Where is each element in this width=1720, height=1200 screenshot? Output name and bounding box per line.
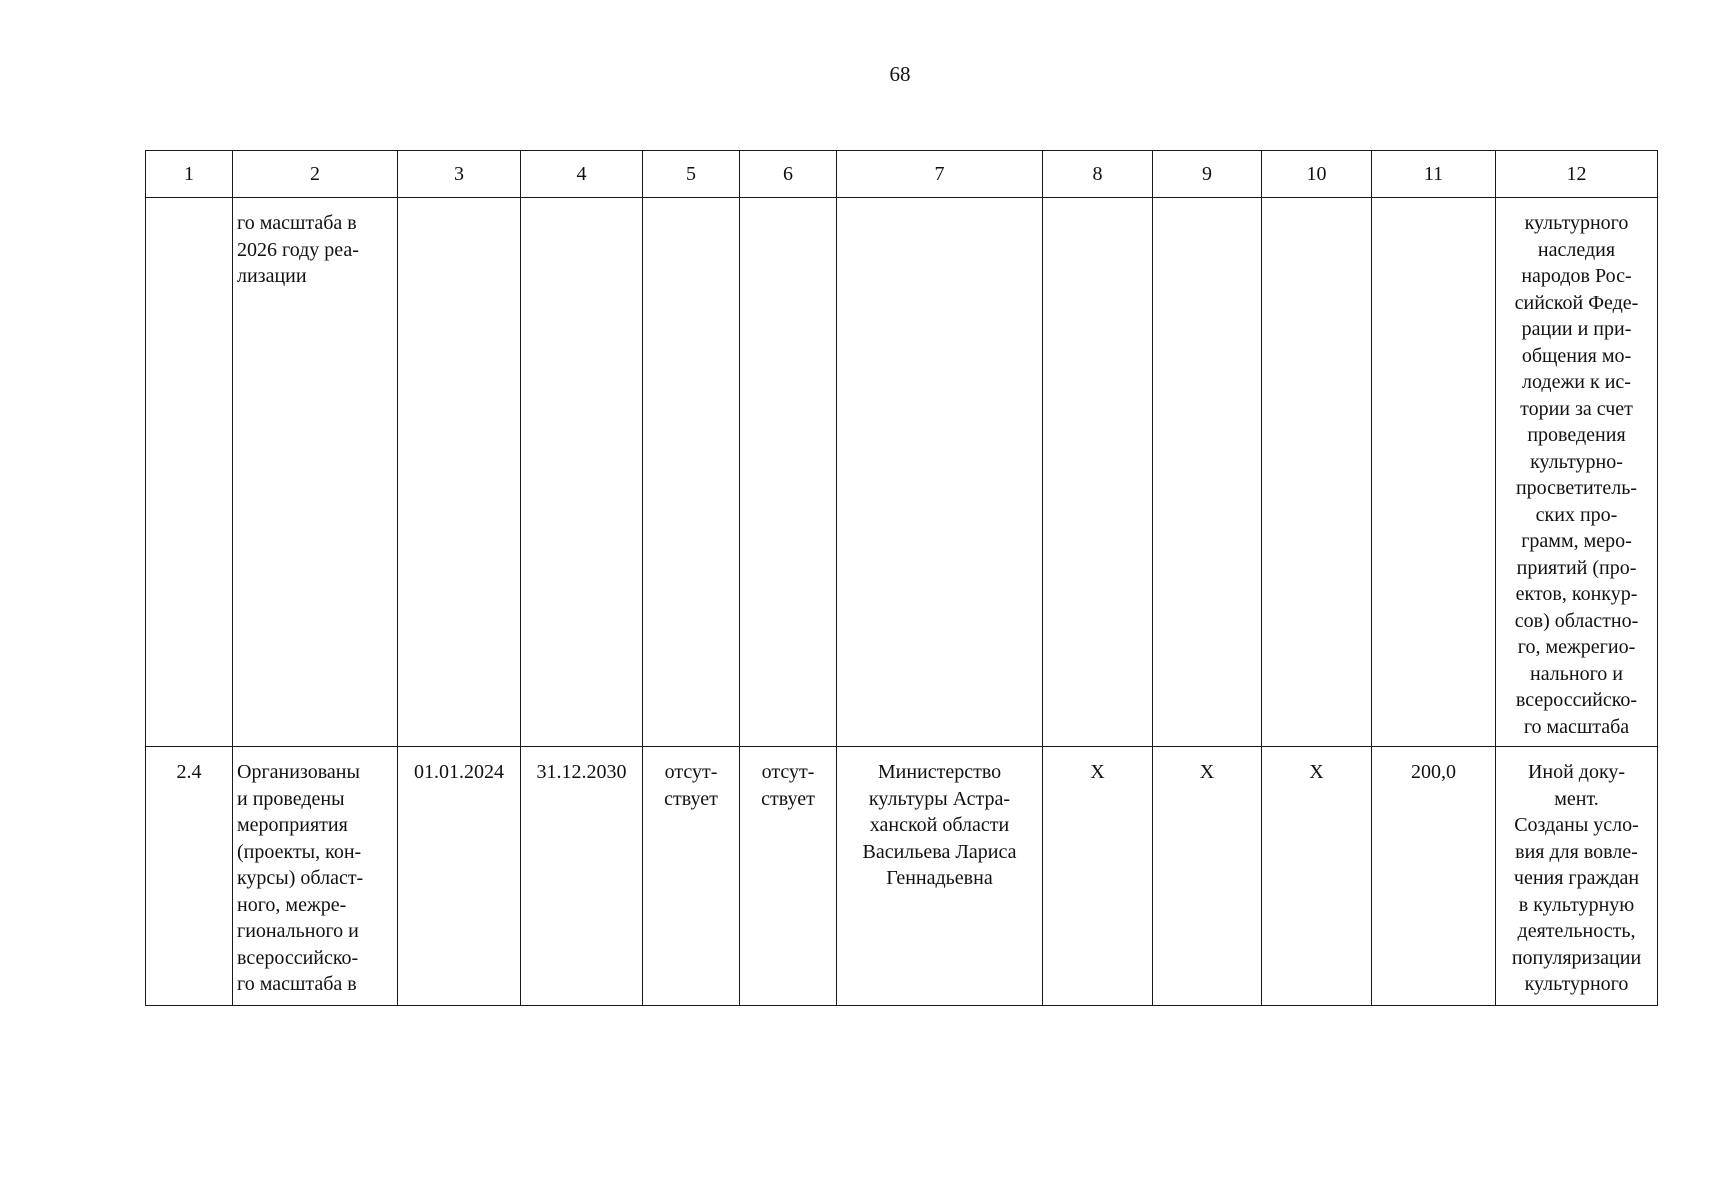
cell-end-date	[521, 198, 642, 214]
cell-col9: Х	[1199, 761, 1215, 783]
table-row	[146, 747, 1658, 1006]
table-cell	[398, 198, 521, 747]
cell-col11	[1372, 198, 1495, 214]
page-number: 68	[889, 62, 911, 86]
table-cell	[1043, 747, 1153, 1006]
cell-col6	[740, 198, 836, 214]
table-cell	[398, 747, 521, 1006]
column-header: 9	[1153, 151, 1262, 198]
cell-result-name: го масштаба в 2026 году реа- лизации	[237, 212, 359, 287]
column-header: 6	[740, 151, 837, 198]
table-cell	[1153, 747, 1262, 1006]
cell-start-date: 01.01.2024	[414, 761, 504, 783]
cell-col10	[1262, 198, 1371, 214]
program-table	[145, 150, 1658, 1006]
cell-document: культурного наследия народов Рос- сийской Феде- рации и при- общения мо- лодежи к ис- тории за счет проведения культурно- просветитель- ских про- грамм, меро- приятий (про- ектов, конкур- сов) областно- го, межрегио- нального и всероссийско- го масштаба	[1514, 212, 1639, 738]
column-header: 10	[1262, 151, 1372, 198]
table-cell	[233, 198, 398, 747]
table-cell	[521, 198, 643, 747]
cell-document: Иной доку- мент. Созданы усло- вия для вовле- чения граждан в культурную деятельность, популяризации культурного	[1511, 761, 1642, 995]
column-header: 12	[1496, 151, 1658, 198]
table-cell	[1372, 747, 1496, 1006]
cell-responsible	[837, 198, 1042, 214]
cell-col11: 200,0	[1411, 761, 1456, 783]
cell-col5: отсут- ствует	[664, 761, 718, 810]
column-header: 11	[1372, 151, 1496, 198]
cell-number: 2.4	[176, 761, 202, 783]
table-cell	[837, 747, 1043, 1006]
cell-end-date: 31.12.2030	[536, 761, 627, 783]
table-cell	[643, 747, 740, 1006]
table-cell	[740, 198, 837, 747]
table-cell	[643, 198, 740, 747]
column-header: 1	[146, 151, 233, 198]
cell-col6: отсут- ствует	[761, 761, 815, 810]
table-cell	[1496, 747, 1658, 1006]
cell-start-date	[398, 198, 520, 214]
cell-col5	[643, 198, 739, 214]
table-cell	[146, 747, 233, 1006]
table-header-row	[146, 151, 1658, 198]
table-cell	[233, 747, 398, 1006]
cell-col9	[1153, 198, 1261, 214]
cell-result-name: Организованы и проведены мероприятия (проекты, кон- курсы) област- ного, межре- гионального и всероссийско- го масштаба в	[237, 761, 364, 995]
table-cell	[837, 198, 1043, 747]
cell-col8	[1043, 198, 1152, 214]
column-header: 4	[521, 151, 643, 198]
table-cell	[1153, 198, 1262, 747]
table-cell	[1262, 747, 1372, 1006]
cell-col8: Х	[1090, 761, 1105, 783]
column-header: 7	[837, 151, 1043, 198]
table-cell	[1262, 198, 1372, 747]
column-header: 2	[233, 151, 398, 198]
cell-responsible: Министерство культуры Астра- ханской области Васильева Лариса Геннадьевна	[862, 761, 1017, 889]
column-header: 5	[643, 151, 740, 198]
table-cell	[1372, 198, 1496, 747]
table-cell	[1043, 198, 1153, 747]
column-header: 8	[1043, 151, 1153, 198]
table-cell	[146, 198, 233, 747]
cell-number	[146, 198, 232, 214]
table-cell	[1496, 198, 1658, 747]
table-cell	[521, 747, 643, 1006]
table-cell	[740, 747, 837, 1006]
cell-col10: Х	[1309, 761, 1324, 783]
column-header: 3	[398, 151, 521, 198]
table-row	[146, 198, 1658, 747]
